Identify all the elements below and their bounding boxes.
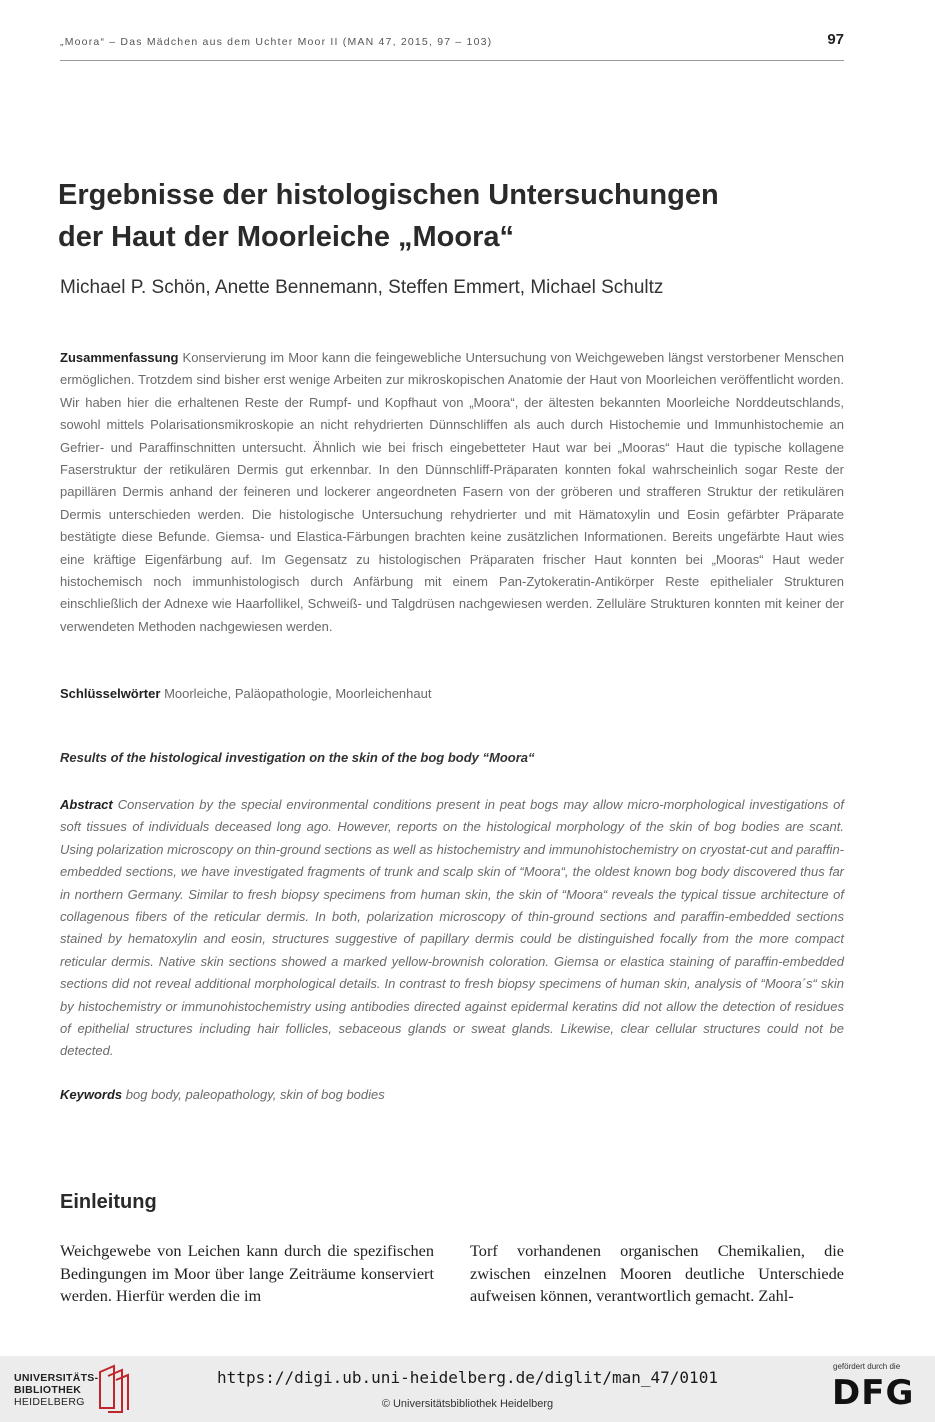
english-title: Results of the histological investigation on the skin of the bog body “Moora“ <box>60 750 535 765</box>
title-line-1: Ergebnisse der histologischen Untersuchungen <box>58 179 719 211</box>
library-logo-line-2: BIBLIOTHEK <box>14 1384 82 1396</box>
german-keywords <box>60 683 844 705</box>
library-logo-line-1: UNIVERSITÄTS- <box>14 1372 99 1384</box>
german-abstract-label: Zusammenfassung <box>60 350 179 365</box>
german-keywords-text: Moorleiche, Paläopathologie, Moorleichenhaut <box>164 686 432 701</box>
library-logo-line-3: HEIDELBERG <box>14 1396 85 1408</box>
section-heading-einleitung: Einleitung <box>60 1191 157 1213</box>
running-head: „Moora“ – Das Mädchen aus dem Uchter Moor II (MAN 47, 2015, 97 – 103) <box>60 36 493 48</box>
page-number: 97 <box>827 31 844 48</box>
title-line-2: der Haut der Moorleiche „Moora“ <box>58 221 515 253</box>
author-list: Michael P. Schön, Anette Bennemann, Steffen Emmert, Michael Schultz <box>60 277 664 298</box>
english-abstract <box>60 794 844 1063</box>
english-keywords-label: Keywords <box>60 1087 123 1102</box>
article-title <box>58 174 858 258</box>
german-keywords-label: Schlüsselwörter <box>60 686 161 701</box>
header-rule <box>60 60 844 61</box>
dfg-logo[interactable]: DFG <box>832 1373 915 1413</box>
english-keywords <box>60 1084 844 1106</box>
permalink-url[interactable]: https://digi.ub.uni-heidelberg.de/diglit/man_47/0101 <box>217 1368 718 1387</box>
funding-caption: gefördert durch die <box>833 1362 901 1371</box>
body-column-left: Weichgewebe von Leichen kann durch die spezifischen Bedingungen im Moor über lange Zeiträume konserviert werden. Hierfür werden die im <box>60 1241 434 1305</box>
german-abstract <box>60 347 844 638</box>
german-abstract-text: Konservierung im Moor kann die feingewebliche Untersuchung von Weichgeweben längst verstorbener Menschen ermöglichen. Trotzdem sind bisher erst wenige Arbeiten zur mikroskopischen Anatomie der Haut von Moorleichen veröffentlicht worden. Wir haben hier die erhaltenen Reste der Rumpf- und Kopfhaut von „Moora“, der ältesten bekannten Moorleiche Norddeutschlands, sowohl mittels Polarisationsmikroskopie an nicht rehydrierten Dünnschliffen als auch durch Histochemie und Immunhistochemie an Gefrier- und Paraffinschnitten untersucht. Ähnlich wie bei frisch eingebetteter Haut war bei „Mooras“ Haut die typische kollagene Faserstruktur der retikulären Dermis gut erkennbar. In den Dünnschliff-Präparaten konnten fokal wahrscheinlich sogar Reste der papillären Dermis anhand der feineren und lockerer angeordneten Fasern von der gröberen und strafferen Struktur der retikulären Dermis unterschieden werden. Die histologische Untersuchung rehydrierter und mit Hämatoxylin und Eosin gefärbter Präparate bestätigte diese Befunde. Giemsa- und Elastica-Färbungen brachten keine zusätzlichen Informationen. Bereits ungefärbte Haut wies eine kräftige Eigenfärbung auf. Im Gegensatz zu histologischen Präparaten frischer Haut konnten bei „Mooras“ Haut weder histochemisch noch immunhistologisch durch Anfärbung mit einem Pan-Zytokeratin-Antikörper Reste epithelialer Strukturen einschließlich der Adnexe wie Haarfollikel, Schweiß- und Talgdrüsen nachgewiesen werden. Zelluläre Strukturen konnten mit keiner der verwendeten Methoden nachgewiesen werden. <box>60 350 844 634</box>
english-abstract-label: Abstract <box>60 797 113 812</box>
body-column-right: Torf vorhandenen organischen Chemikalien, die zwischen einzelnen Mooren deutliche Unterschiede aufweisen können, verantwortlich gemacht. Zahl- <box>470 1241 844 1305</box>
english-abstract-text: Conservation by the special environmental conditions present in peat bogs may allow micro-morphological investigations of soft tissues of individuals deceased long ago. However, reports on the histological morphology of the skin of bog bodies are scant. Using polarization microscopy on thin-ground sections as well as histochemistry and immunohistochemistry on cryostat-cut and paraffin-embedded sections, we have investigated fragments of trunk and scalp skin of “Moora“, the oldest known bog body discovered thus far in northern Germany. Similar to fresh biopsy specimens from human skin, the skin of “Moora“ reveals the typical tissue architecture of collagenous fibers of the reticular dermis. In both, polarization microscopy of thin-ground sections and paraffin-embedded sections stained by hematoxylin and eosin, structures suggestive of papillary dermis could be distinguished focally from the more compact reticular dermis. Native skin sections showed a marked yellow-brownish coloration. Giemsa or elastica staining of paraffin-embedded sections did not reveal additional morphological details. In contrast to fresh biopsy specimens of human skin, analysis of “Moora´s“ skin by histochemistry or immunohistochemistry using antibodies directed against epidermal keratins did not allow the detection of residues of epithelial structures including hair follicles, sebaceous glands or sweat glands. Likewise, clear cellular structures could not be detected. <box>60 797 844 1059</box>
english-keywords-text: bog body, paleopathology, skin of bog bodies <box>125 1087 385 1102</box>
footer-band <box>0 1356 935 1422</box>
copyright-notice: © Universitätsbibliothek Heidelberg <box>381 1398 554 1410</box>
